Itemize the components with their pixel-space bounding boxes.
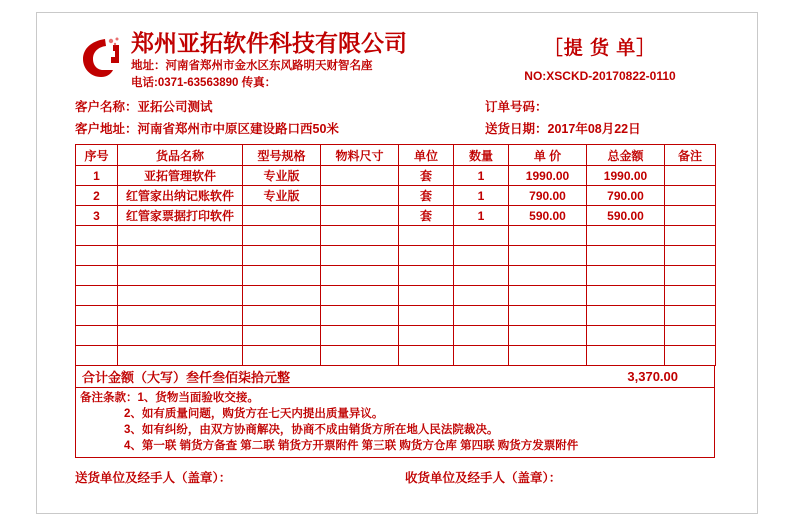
cell-amount [587,246,665,266]
cell-price [509,346,587,366]
company-name: 郑州亚拓软件科技有限公司 [131,31,407,57]
cell-remark [665,226,716,246]
cell-remark [665,266,716,286]
company-logo-icon [75,35,123,83]
delivery-note-sheet [36,12,758,514]
cell-model: 专业版 [243,186,321,206]
th-name: 货品名称 [118,145,243,166]
remarks-title: 备注条款： [80,392,138,404]
cell-price [509,266,587,286]
total-amount: 3,370.00 [627,369,678,384]
table-body [76,166,716,366]
cell-qty [454,246,509,266]
cell-remark [665,186,716,206]
table-row [76,326,716,346]
cell-model [243,206,321,226]
cell-model [243,326,321,346]
order-no-field [485,97,548,117]
th-model: 型号规格 [243,145,321,166]
cell-price [509,286,587,306]
cell-no [76,246,118,266]
company-tel-label: 电话: [131,77,158,89]
signature-footer [75,468,715,486]
cell-unit: 套 [399,206,454,226]
cell-model [243,286,321,306]
document-title-block [485,33,715,83]
cell-remark [665,286,716,306]
cell-qty [454,346,509,366]
document-meta [75,97,715,139]
delivery-date-field [485,119,641,139]
table-row [76,186,716,206]
cell-unit: 套 [399,186,454,206]
cell-amount: 590.00 [587,206,665,226]
cell-model: 专业版 [243,166,321,186]
cell-amount [587,226,665,246]
th-qty: 数量 [454,145,509,166]
cell-remark [665,246,716,266]
cell-unit: 套 [399,166,454,186]
cell-price [509,246,587,266]
document-number: NO:XSCKD-20170822-0110 [524,69,676,83]
total-label: 合计金额（大写）叁仟叁佰柒拾元整 [82,370,291,385]
cell-no [76,266,118,286]
cell-size [321,326,399,346]
remarks-line-2: 2、如有质量问题，购货方在七天内提出质量异议。 [124,408,384,420]
company-tel: 0371-63563890 [157,77,239,89]
cell-price: 590.00 [509,206,587,226]
cell-name [118,286,243,306]
cell-size [321,266,399,286]
cell-price: 1990.00 [509,166,587,186]
cell-name: 亚拓管理软件 [118,166,243,186]
table-row [76,226,716,246]
cell-name: 红管家票据打印软件 [118,206,243,226]
company-info [131,31,407,91]
company-address-line [131,59,407,74]
document-header [75,31,715,93]
customer-name-field [75,97,485,117]
delivery-date-value: 2017年08月22日 [547,122,641,136]
customer-address-value: 河南省郑州市中原区建设路口西50米 [137,122,339,136]
cell-name [118,306,243,326]
cell-model [243,346,321,366]
table-row [76,206,716,226]
company-fax-label: 传真： [241,77,277,89]
remarks-first-line [80,390,710,406]
order-no-label: 订单号码： [485,100,548,114]
cell-model [243,246,321,266]
cell-name [118,266,243,286]
cell-amount [587,326,665,346]
customer-address-label: 客户地址： [75,122,138,136]
remarks-block [75,388,715,458]
cell-unit [399,266,454,286]
customer-address-field [75,119,485,139]
meta-row-address [75,119,715,139]
sender-signature-label: 送货单位及经手人（盖章）： [75,471,232,485]
company-address: 河南省郑州市金水区东风路明天财智名座 [165,60,373,72]
cell-size [321,306,399,326]
cell-size [321,286,399,306]
table-row [76,286,716,306]
cell-remark [665,206,716,226]
cell-qty [454,266,509,286]
table-header-row [76,145,716,166]
document-content [75,31,715,486]
cell-amount: 790.00 [587,186,665,206]
cell-qty: 1 [454,186,509,206]
cell-unit [399,346,454,366]
cell-size [321,346,399,366]
receiver-signature-label: 收货单位及经手人（盖章）： [405,471,562,485]
company-address-label: 地址： [131,60,166,72]
customer-name-label: 客户名称： [75,100,138,114]
company-contact-line [131,76,407,91]
cell-no: 1 [76,166,118,186]
cell-model [243,226,321,246]
cell-size [321,226,399,246]
cell-no [76,226,118,246]
cell-price: 790.00 [509,186,587,206]
cell-remark [665,346,716,366]
cell-name [118,326,243,346]
cell-unit [399,286,454,306]
table-row [76,246,716,266]
cell-unit [399,326,454,346]
cell-model [243,306,321,326]
cell-qty: 1 [454,166,509,186]
cell-amount [587,266,665,286]
meta-row-customer [75,97,715,117]
delivery-date-label: 送货日期： [485,122,548,136]
cell-size [321,166,399,186]
th-no: 序号 [76,145,118,166]
cell-no: 2 [76,186,118,206]
cell-remark [665,326,716,346]
customer-name-value: 亚拓公司测试 [137,100,213,114]
cell-remark [665,166,716,186]
table-row [76,306,716,326]
remarks-line-1: 1、货物当面验收交接。 [137,392,259,404]
remarks-line-4: 4、第一联 销货方备查 第二联 销货方开票附件 第三联 购货方仓库 第四联 购货方发票附件 [124,440,579,452]
table-row [76,266,716,286]
cell-no [76,326,118,346]
cell-qty [454,286,509,306]
cell-size [321,246,399,266]
cell-qty [454,226,509,246]
table-row [76,166,716,186]
th-amount: 总金额 [587,145,665,166]
cell-amount [587,306,665,326]
cell-unit [399,306,454,326]
document-title: ［提 货 单］ [543,38,657,59]
cell-price [509,326,587,346]
cell-name [118,346,243,366]
cell-amount [587,286,665,306]
cell-name [118,246,243,266]
cell-price [509,306,587,326]
items-table [75,144,716,366]
cell-name: 红管家出纳记账软件 [118,186,243,206]
cell-size [321,206,399,226]
remarks-line-3: 3、如有纠纷，由双方协商解决，协商不成由销货方所在地人民法院裁决。 [124,424,499,436]
cell-name [118,226,243,246]
cell-amount: 1990.00 [587,166,665,186]
cell-qty: 1 [454,206,509,226]
cell-no [76,346,118,366]
th-remark: 备注 [665,145,716,166]
th-size: 物料尺寸 [321,145,399,166]
cell-qty [454,306,509,326]
cell-price [509,226,587,246]
cell-size [321,186,399,206]
table-row [76,346,716,366]
cell-amount [587,346,665,366]
th-unit: 单位 [399,145,454,166]
cell-unit [399,246,454,266]
cell-no [76,286,118,306]
cell-no: 3 [76,206,118,226]
th-price: 单 价 [509,145,587,166]
total-row [75,366,715,388]
cell-no [76,306,118,326]
cell-unit [399,226,454,246]
cell-qty [454,326,509,346]
cell-remark [665,306,716,326]
cell-model [243,266,321,286]
